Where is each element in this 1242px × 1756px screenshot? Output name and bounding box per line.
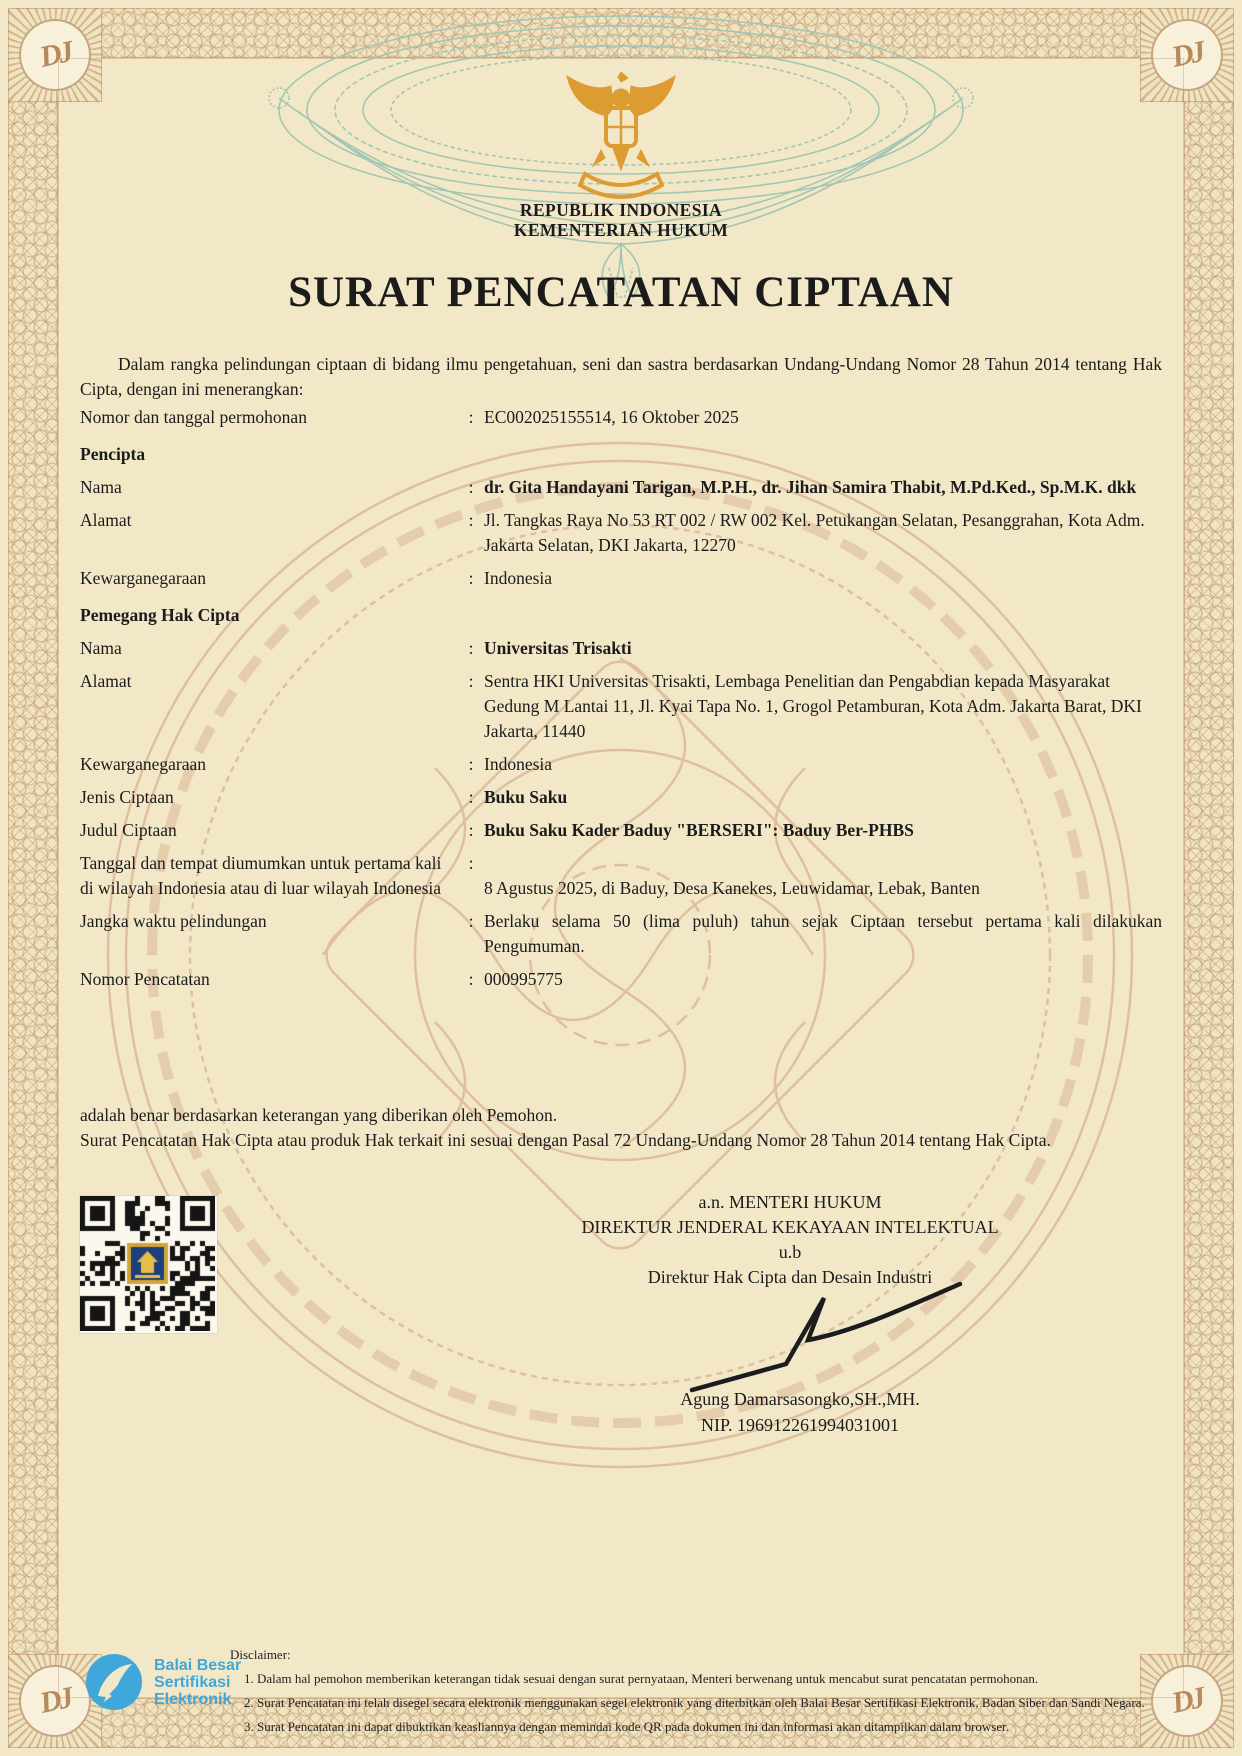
signing-authority-1: a.n. MENTERI HUKUM	[698, 1192, 882, 1212]
row-judul-ciptaan	[80, 818, 1162, 843]
field-value: dr. Gita Handayani Tarigan, M.P.H., dr. Jihan Samira Thabit, M.Pd.Ked., Sp.M.K. dkk	[484, 477, 1137, 497]
field-label: Alamat	[80, 671, 132, 691]
signing-block	[440, 1190, 1140, 1290]
field-value: Berlaku selama 50 (lima puluh) tahun sejak Ciptaan tersebut pertama kali dilakukan Pengumuman.	[484, 911, 1162, 956]
row-pencipta-nama	[80, 475, 1162, 500]
disclaimer-item: 1. Dalam hal pemohon memberikan keterangan tidak sesuai dengan surat pernyataan, Menteri berwenang untuk mencabut surat pencatatan permohonan.	[244, 1671, 1039, 1686]
signing-ub: u.b	[778, 1242, 802, 1262]
field-label: Judul Ciptaan	[80, 820, 177, 840]
qr-code-canvas	[80, 1196, 215, 1331]
field-label: Nomor Pencatatan	[80, 969, 210, 989]
row-nomor-pencatatan	[80, 967, 1162, 992]
row-pencipta-alamat	[80, 508, 1162, 558]
row-jenis-ciptaan	[80, 785, 1162, 810]
field-label: Nama	[80, 638, 122, 658]
row-pemegang-nama	[80, 636, 1162, 661]
ministry-header	[0, 200, 1242, 240]
field-colon: :	[468, 820, 474, 840]
signer-nip: NIP. 196912261994031001	[700, 1415, 899, 1435]
field-value: Sentra HKI Universitas Trisakti, Lembaga Penelitian dan Pengabdian kepada Masyarakat Gedung M Lantai 11, Jl. Kyai Tapa No. 1, Grogol Petamburan, Kota Adm. Jakarta Barat, DKI Jakarta, 11440	[484, 671, 1142, 741]
row-pencipta-kewarganegaraan	[80, 566, 1162, 591]
field-value: 000995775	[484, 969, 563, 989]
disclaimer-item: 2. Surat Pencatatan ini telah disegel secara elektronik menggunakan segel elektronik yang diterbitkan oleh Balai Besar Sertifikasi Elektronik, Badan Siber dan Sandi Negara.	[244, 1695, 1145, 1710]
corner-rosette-icon: DJ	[1140, 8, 1234, 102]
field-colon: :	[468, 407, 474, 427]
field-colon: :	[468, 754, 474, 774]
section-pencipta: Pencipta	[80, 444, 146, 464]
field-label: Kewarganegaraan	[80, 754, 206, 774]
row-pemegang-kewarganegaraan	[80, 752, 1162, 777]
corner-rosette-icon: DJ	[8, 1654, 102, 1748]
field-colon: :	[468, 787, 474, 807]
field-colon: :	[468, 510, 474, 530]
disclaimer-item: 3. Surat Pencatatan ini dapat dibuktikan keasliannya dengan memindai kode QR pada dokumen ini dan informasi akan ditampilkan dalam browser.	[244, 1719, 1009, 1734]
row-jangka-waktu	[80, 909, 1162, 959]
field-colon: :	[468, 671, 474, 691]
closing-statement	[80, 1103, 1162, 1153]
signer-identity	[450, 1386, 1150, 1438]
fields-table	[80, 405, 1162, 1000]
field-value: Jl. Tangkas Raya No 53 RT 002 / RW 002 Kel. Petukangan Selatan, Pesanggrahan, Kota Adm. Jakarta Selatan, DKI Jakarta, 12270	[484, 510, 1145, 555]
section-pemegang: Pemegang Hak Cipta	[80, 605, 240, 625]
field-value: Universitas Trisakti	[484, 638, 632, 658]
bsre-logo-text: Balai Besar Sertifikasi Elektronik	[154, 1656, 242, 1708]
closing-line-2: Surat Pencatatan Hak Cipta atau produk Hak terkait ini sesuai dengan Pasal 72 Undang-Undang Nomor 28 Tahun 2014 tentang Hak Cipta.	[80, 1130, 1051, 1150]
qr-code	[80, 1196, 217, 1333]
page-title: SURAT PENCATATAN CIPTAAN	[288, 269, 954, 316]
signature-mark	[600, 1276, 990, 1394]
field-value: Buku Saku	[484, 787, 568, 807]
field-label: Nama	[80, 477, 122, 497]
field-label: Tanggal dan tempat diumumkan untuk pertama kali di wilayah Indonesia atau di luar wilayah Indonesia	[80, 853, 442, 898]
field-colon: :	[468, 969, 474, 989]
signing-authority-2: DIREKTUR JENDERAL KEKAYAAN INTELEKTUAL	[581, 1217, 999, 1237]
signer-name: Agung Damarsasongko,SH.,MH.	[680, 1389, 920, 1409]
closing-line-1: adalah benar berdasarkan keterangan yang diberikan oleh Pemohon.	[80, 1105, 558, 1125]
field-label: Nomor dan tanggal permohonan	[80, 407, 307, 427]
row-pemegang-alamat	[80, 669, 1162, 744]
country-name: REPUBLIK INDONESIA	[519, 200, 723, 220]
corner-rosette-icon	[8, 8, 102, 102]
intro-paragraph: Dalam rangka pelindungan ciptaan di bidang ilmu pengetahuan, seni dan sastra berdasarkan Undang-Undang Nomor 28 Tahun 2014 tentang Hak Cipta, dengan ini menerangkan:	[80, 354, 1162, 399]
corner-monogram: DJ	[36, 35, 74, 74]
ministry-name: KEMENTERIAN HUKUM	[513, 220, 729, 240]
bsre-logo	[84, 1652, 241, 1712]
field-colon: :	[468, 477, 474, 497]
field-label: Jangka waktu pelindungan	[80, 911, 267, 931]
field-colon: :	[468, 568, 474, 588]
disclaimer-block	[230, 1643, 1190, 1739]
row-nomor-permohonan	[80, 405, 1162, 430]
field-label: Alamat	[80, 510, 132, 530]
signing-authority-3: Direktur Hak Cipta dan Desain Industri	[647, 1267, 933, 1287]
field-value: Indonesia	[484, 754, 553, 774]
field-value: Indonesia	[484, 568, 553, 588]
garuda-pancasila-icon	[559, 58, 683, 206]
field-label: Jenis Ciptaan	[80, 787, 174, 807]
field-colon: :	[468, 911, 474, 931]
corner-rosette-icon: DJ	[1140, 1654, 1234, 1748]
bsre-logo-icon	[84, 1652, 144, 1712]
field-colon: :	[468, 638, 474, 658]
field-value: 8 Agustus 2025, di Baduy, Desa Kanekes, Leuwidamar, Lebak, Banten	[484, 878, 980, 898]
field-label: Kewarganegaraan	[80, 568, 206, 588]
field-value: Buku Saku Kader Baduy "BERSERI": Baduy Ber-PHBS	[484, 820, 914, 840]
row-tanggal-diumumkan	[80, 851, 1162, 901]
field-value: EC002025155514, 16 Oktober 2025	[484, 407, 739, 427]
field-colon: :	[468, 853, 474, 873]
disclaimer-label: Disclaimer:	[230, 1647, 291, 1662]
